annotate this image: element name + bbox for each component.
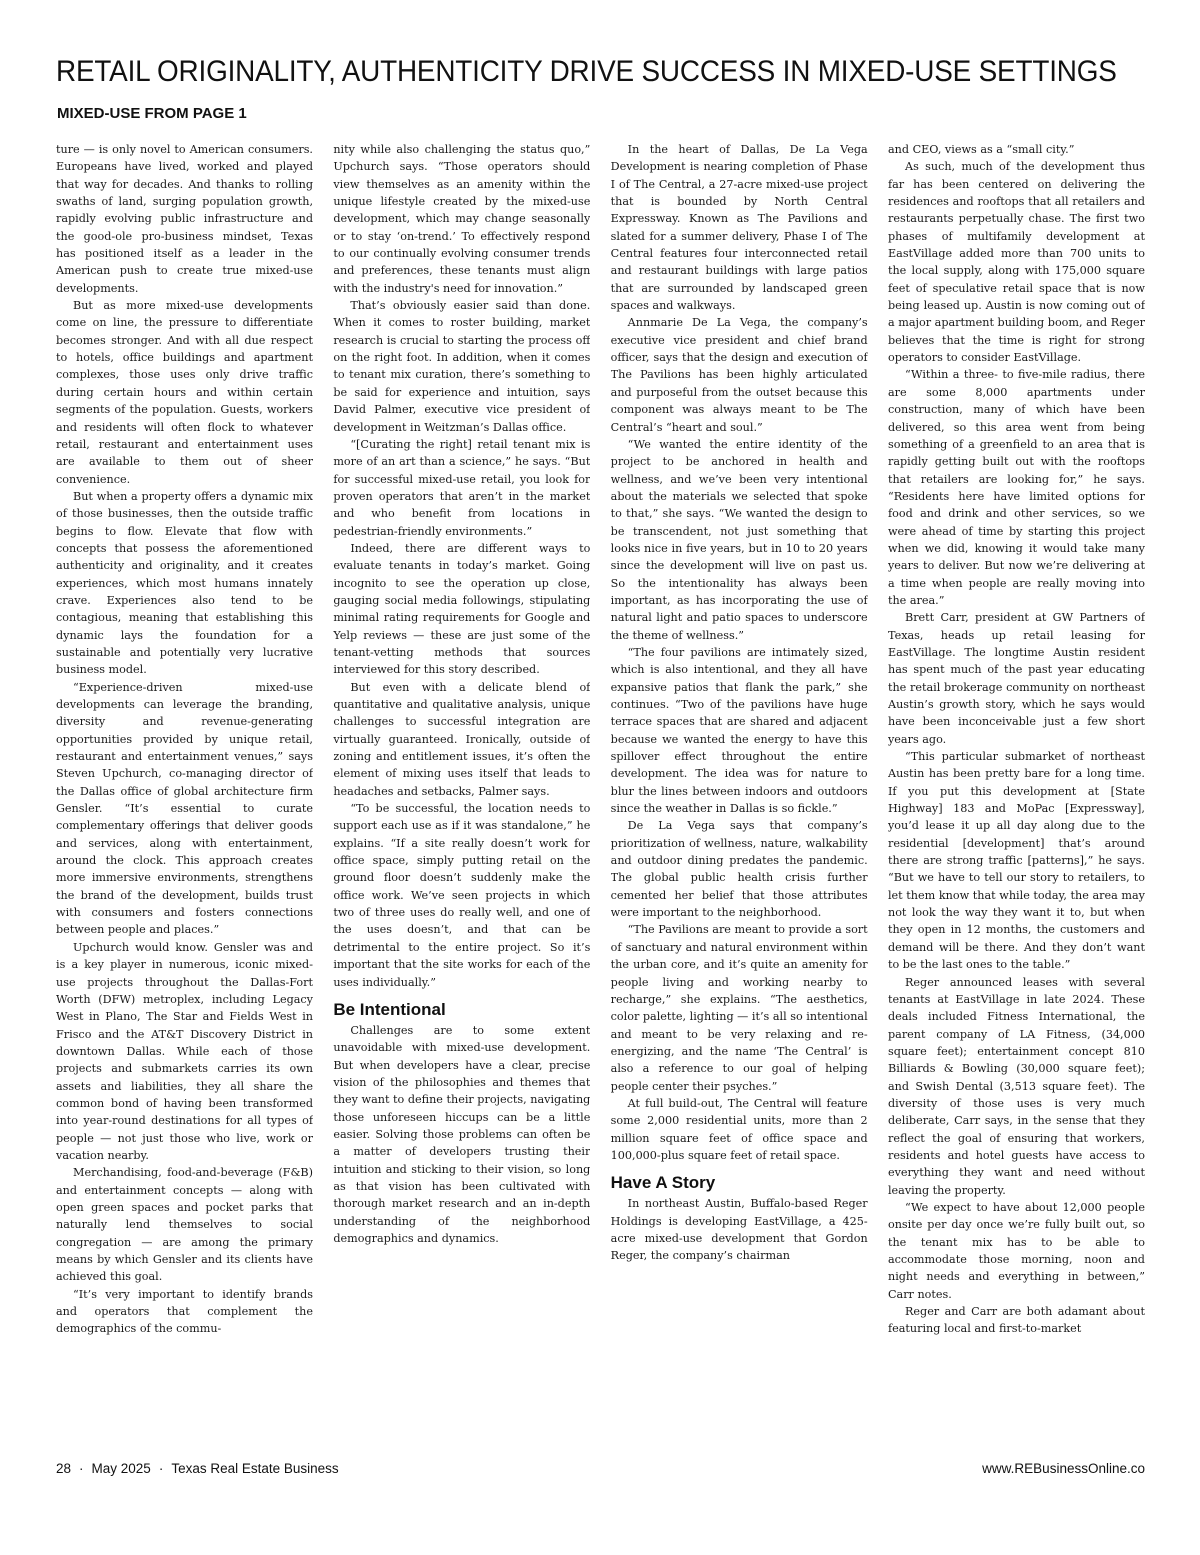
paragraph: In northeast Austin, Buffalo-based Reger Holdings is developing EastVillage, a 425-acre mixed-use development that Gordon Reger, the company’s chairman	[610, 1197, 868, 1263]
paragraph: “[Curating the right] retail tenant mix is more of an art than a science,” he says. “But for successful mixed-use retail, you look for proven operators that aren’t in the market and who benefit from locations in pedestrian-friendly environments.”	[333, 437, 591, 538]
footer-folio	[56, 1458, 339, 1480]
column-4	[888, 141, 1145, 1445]
paragraph: “Within a three- to five-mile radius, there are some 8,000 apartments under construction, many of which have been delivered, so this area went from being something of a greenfield to an area that is rapidly getting built out with the rooftops that retailers are looking for,” he says. “Residents here have limited options for food and drink and other services, so we were ahead of time by starting this project when we did, knowing it would take many years to deliver. But now we’re delivering at a time when people are really moving into the area.”	[887, 368, 1145, 607]
paragraph: As such, much of the development thus far has been centered on delivering the residences and rooftops that all retailers and restaurants perpetually chase. The first two phases of multifamily development at EastVillage added more than 700 units to the local supply, along with 175,000 square feet of speculative retail space that is now being leased up. Austin is now coming out of a major apartment building boom, and Reger believes that the time is right for strong operators to consider EastVillage.	[887, 160, 1145, 365]
paragraph: “We wanted the entire identity of the project to be anchored in health and wellness, and we’ve been very intentional about the materials we selected that spoke to that,” she says. “We wanted the design to be transcendent, not just something that looks nice in five years, but in 10 to 20 years since the development will live on past us. So the intentionality has always been important, as has incorporating the use of natural light and patio spaces to underscore the theme of wellness.”	[610, 437, 868, 642]
issue-date: May 2025	[91, 1461, 151, 1476]
continued-from-label: MIXED-USE FROM PAGE 1	[57, 105, 247, 122]
paragraph: De La Vega says that company’s prioritization of wellness, nature, walkability and outdoor dining predates the pandemic. The global public health crisis further cemented her belief that those attributes were important to the neighborhood.	[610, 819, 868, 920]
section-heading-have-a-story: Have A Story	[610, 1173, 716, 1193]
column-1	[56, 141, 313, 1445]
paragraph: “Experience-driven mixed-use developments can leverage the branding, diversity and revenue-generating opportunities provided by unique retail, restaurant and entertainment venues,” says Steven Upchurch, co-managing director of the Dallas office of global architecture firm Gensler. “It’s essential to curate complementary offerings that deliver goods and services, along with entertainment, around the clock. This approach creates more immersive environments, strengthens the brand of the development, builds trust with consumers and fosters connections between people and places.”	[56, 680, 313, 937]
paragraph: Merchandising, food-and-beverage (F&B) and entertainment concepts — along with open green spaces and pocket parks that naturally lend themselves to social congregation — are among the primary means by which Gensler and its clients have achieved this goal.	[56, 1166, 313, 1284]
paragraph: and CEO, views as a “small city.”	[887, 143, 1075, 156]
paragraph: “It’s very important to identify brands and operators that complement the demographics of the commu-	[56, 1287, 313, 1336]
paragraph: “The Pavilions are meant to provide a sort of sanctuary and natural environment within the urban core, and it’s quite an amenity for people living and working nearby to recharge,” she explains. “The aesthetics, color palette, lighting — it’s all so intentional and meant to be very relaxing and re-energizing, and the name ‘The Central’ is also a reference to our goal of helping people center their psyches.”	[610, 923, 868, 1093]
paragraph: “To be successful, the location needs to support each use as if it was standalone,” he explains. “If a site really doesn’t work for office space, simply putting retail on the ground floor doesn’t suddenly make the office work. We’ve seen projects in which two of three uses do really well, and one of the uses doesn’t, and that can be detrimental to the entire project. So it’s important that the site works for each of the uses individually.”	[333, 802, 591, 989]
paragraph: Annmarie De La Vega, the company’s executive vice president and chief brand officer, says that the design and execution of The Pavilions has been highly articulated and purposeful from the outset because this component was always meant to be The Central’s “heart and soul.”	[610, 316, 868, 434]
paragraph: Indeed, there are different ways to evaluate tenants in today’s market. Going incognito to see the operation up close, gauging social media followings, stipulating minimal rating requirements for Google and Yelp reviews — these are just some of the tenant-vetting methods that sources interviewed for this story described.	[333, 541, 591, 677]
paragraph: At full build-out, The Central will feature some 2,000 residential units, more than 2 million square feet of office space and 100,000-plus square feet of retail space.	[610, 1096, 868, 1162]
page-footer	[56, 1458, 1145, 1480]
website-url: www.REBusinessOnline.co	[982, 1461, 1145, 1476]
paragraph: But even with a delicate blend of quantitative and qualitative analysis, unique challenges to successful integration are virtually guaranteed. Ironically, outside of zoning and entitlement issues, it’s often the element of mixing uses itself that leads to headaches and setbacks, Palmer says.	[333, 680, 591, 798]
footer-separator: ·	[79, 1461, 84, 1476]
paragraph: Upchurch would know. Gensler was and is a key player in numerous, iconic mixed-use projects throughout the Dallas-Fort Worth (DFW) metroplex, including Legacy West in Plano, The Star and Fields West in Frisco and the AT&T Discovery District in downtown Dallas. While each of those projects and submarkets carries its own assets and liabilities, they all share the common bond of having been transformed into year-round destinations for all types of people — not just those who live, work or vacation nearby.	[56, 940, 313, 1162]
paragraph: nity while also challenging the status quo,” Upchurch says. “Those operators should view themselves as an amenity within the unique lifestyle created by the mixed-use development, which may change seasonally or to stay ‘on-trend.’ To effectively respond to our continually evolving consumer trends and preferences, these tenants must align with the industry's need for innovation.”	[333, 143, 591, 295]
footer-separator: ·	[158, 1461, 164, 1476]
publication-name: Texas Real Estate Business	[171, 1461, 339, 1476]
article-body	[56, 141, 1145, 1445]
article-headline: RETAIL ORIGINALITY, AUTHENTICITY DRIVE SUCCESS IN MIXED-USE SETTINGS	[56, 55, 1117, 88]
paragraph: Challenges are to some extent unavoidable with mixed-use development. But when developers have a clear, precise vision of the philosophies and themes that they want to define their projects, navigating those unforeseen hiccups can be a little easier. Solving those problems can often be a matter of developers trusting their intuition and sticking to their vision, so long as that vision has been cultivated with thorough market research and an in-depth understanding of the neighborhood demographics and dynamics.	[333, 1023, 591, 1245]
paragraph: But when a property offers a dynamic mix of those businesses, then the outside traffic begins to flow. Elevate that flow with concepts that possess the aforementioned authenticity and originality, and it creates experiences, which most humans innately crave. Experiences also tend to be contagious, meaning that establishing this dynamic lays the foundation for a sustainable and potentially very lucrative business model.	[56, 489, 313, 677]
section-heading-be-intentional: Be Intentional	[333, 999, 446, 1019]
paragraph: “The four pavilions are intimately sized, which is also intentional, and they all have expansive patios that flank the park,” she continues. “Two of the pavilions have huge terrace spaces that are shared and adjacent because we wanted the energy to have this spillover effect throughout the entire development. The idea was for nature to blur the lines between indoors and outdoors since the weather in Dallas is so fickle.”	[610, 645, 868, 816]
paragraph: In the heart of Dallas, De La Vega Development is nearing completion of Phase I of The Central, a 27-acre mixed-use project that is bounded by North Central Expressway. Known as The Pavilions and slated for a summer delivery, Phase I of The Central features four interconnected retail and restaurant buildings with large patios that are surrounded by landscaped green spaces and walkways.	[610, 143, 868, 313]
paragraph: “We expect to have about 12,000 people onsite per day once we’re fully built out, so the tenant mix has to be able to accommodate those morning, noon and night needs and everything in between,” Carr notes.	[887, 1200, 1145, 1301]
page-number: 28	[56, 1461, 72, 1476]
paragraph: Brett Carr, president at GW Partners of Texas, heads up retail leasing for EastVillage. The longtime Austin resident has spent much of the past year educating the retail brokerage community on northeast Austin’s growth story, which he says would have been inconceivable just a few short years ago.	[887, 611, 1145, 746]
paragraph: ture — is only novel to American consumers. Europeans have lived, worked and played that way for decades. And thanks to rolling swaths of land, surging population growth, rapidly evolving public infrastructure and the good-ole pro-business mindset, Texas has positioned itself as a leader in the American push to create true mixed-use developments.	[56, 143, 313, 295]
column-3	[611, 141, 868, 1445]
paragraph: That’s obviously easier said than done. When it comes to roster building, market research is crucial to starting the process off on the right foot. In addition, when it comes to tenant mix curation, there’s something to be said for experience and intuition, says David Palmer, executive vice president of development in Weitzman’s Dallas office.	[333, 299, 591, 434]
paragraph: “This particular submarket of northeast Austin has been pretty bare for a long time. If you put this development at [State Highway] 183 and MoPac [Expressway], you’d lease it up all day along due to the residential [development] that’s around there are strong traffic [patterns],” he says. “But we have to tell our story to retailers, to let them know that while today, the area may not look the way they want it to, but when they open in 12 months, the customers and demand will be there. And they don’t want to be the last ones to the table.”	[887, 750, 1145, 972]
paragraph: Reger and Carr are both adamant about featuring local and first-to-market	[887, 1305, 1145, 1336]
paragraph: But as more mixed-use developments come on line, the pressure to differentiate becomes stronger. And with all due respect to hotels, office buildings and apartment complexes, those uses only drive traffic during certain hours and within certain segments of the population. Guests, workers and residents will often flock to whatever retail, restaurant and entertainment uses are available to them out of sheer convenience.	[56, 299, 313, 486]
column-2	[333, 141, 590, 1445]
paragraph: Reger announced leases with several tenants at EastVillage in late 2024. These deals included Fitness International, the parent company of LA Fitness, (34,000 square feet); entertainment concept 810 Billiards & Bowling (30,000 square feet); and Swish Dental (3,513 square feet). The diversity of those uses is very much deliberate, Carr says, in the sense that they reflect the goal of ensuring that workers, residents and hotel guests have access to everything they want and need without leaving the property.	[887, 975, 1145, 1197]
